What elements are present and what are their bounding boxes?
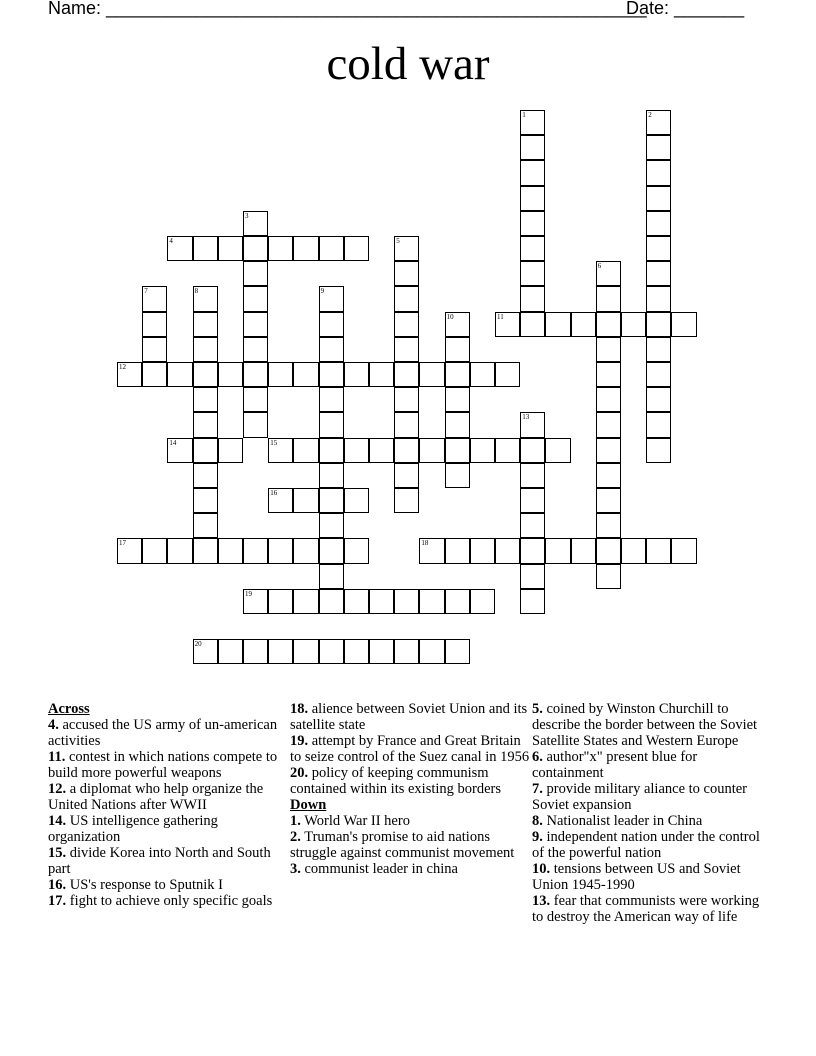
crossword-cell[interactable] (445, 362, 470, 387)
clue-number: 15 (270, 438, 278, 447)
crossword-cell[interactable] (646, 160, 671, 185)
crossword-cell[interactable] (419, 362, 444, 387)
clue-item (48, 893, 278, 909)
crossword-cell[interactable] (293, 236, 318, 261)
crossword-cell[interactable] (596, 488, 621, 513)
crossword-cell[interactable] (394, 412, 419, 437)
crossword-cell[interactable] (646, 538, 671, 563)
crossword-cell[interactable] (419, 538, 444, 563)
crossword-cell[interactable] (268, 362, 293, 387)
clue-item-number: 3. (290, 861, 301, 877)
crossword-cell[interactable] (646, 211, 671, 236)
clue-item-text: contest in which nations compete to build more powerful weapons (48, 749, 278, 781)
clue-item-number: 11. (48, 749, 66, 765)
crossword-cell[interactable] (646, 236, 671, 261)
crossword-cell[interactable] (243, 362, 268, 387)
crossword-cell[interactable] (243, 589, 268, 614)
crossword-cell[interactable] (621, 538, 646, 563)
crossword-cell[interactable] (596, 438, 621, 463)
crossword-cell[interactable] (445, 312, 470, 337)
crossword-cell[interactable] (671, 312, 696, 337)
clue-item-text: fight to achieve only specific goals (66, 893, 273, 909)
clue-number: 18 (421, 539, 429, 548)
crossword-cell[interactable] (344, 589, 369, 614)
clue-item-number: 16. (48, 877, 67, 893)
clues-column-3 (532, 701, 772, 925)
date-field-label[interactable]: Date: _______ (626, 0, 745, 18)
clue-item-text: US intelligence gathering organization (48, 813, 218, 845)
crossword-cell[interactable] (344, 488, 369, 513)
clue-number: 1 (522, 111, 526, 119)
crossword-cell[interactable] (319, 538, 344, 563)
crossword-cell[interactable] (520, 160, 545, 185)
crossword-cell[interactable] (520, 211, 545, 236)
clue-item (48, 781, 278, 813)
crossword-cell[interactable] (596, 261, 621, 286)
clue-number: 6 (597, 262, 602, 271)
across-clue-list-continued (290, 701, 530, 797)
crossword-cell[interactable] (193, 513, 218, 538)
crossword-cell[interactable] (369, 639, 394, 664)
clues-column-2 (290, 701, 530, 877)
crossword-cell[interactable] (344, 639, 369, 664)
crossword-cell[interactable] (344, 438, 369, 463)
crossword-cell[interactable] (167, 538, 192, 563)
clue-item-number: 14. (48, 813, 67, 829)
crossword-cell[interactable] (117, 538, 142, 563)
clue-number: 5 (396, 237, 400, 245)
clue-item-text: coined by Winston Churchill to describe the border between the Soviet Satellite States and Western Europe (532, 701, 758, 749)
crossword-cell[interactable] (520, 589, 545, 614)
crossword-cell[interactable] (596, 312, 621, 337)
crossword-cell[interactable] (293, 639, 318, 664)
crossword-cell[interactable] (646, 286, 671, 311)
crossword-cell[interactable] (319, 286, 344, 311)
clue-item (532, 781, 772, 813)
down-clue-list (290, 813, 530, 877)
crossword-cell[interactable] (193, 412, 218, 437)
clue-item-number: 4. (48, 717, 59, 733)
crossword-cell[interactable] (218, 639, 243, 664)
clue-number: 4 (169, 237, 173, 245)
crossword-cell[interactable] (319, 337, 344, 362)
crossword-cell[interactable] (193, 362, 218, 387)
crossword-cell[interactable] (344, 362, 369, 387)
crossword-cell[interactable] (243, 261, 268, 286)
crossword-cell[interactable] (646, 312, 671, 337)
crossword-cell[interactable] (319, 236, 344, 261)
crossword-cell[interactable] (167, 438, 192, 463)
crossword-cell[interactable] (571, 312, 596, 337)
crossword-cell[interactable] (319, 438, 344, 463)
crossword-cell[interactable] (218, 438, 243, 463)
clue-item-text: World War II hero (300, 813, 410, 829)
clue-number: 10 (446, 312, 454, 321)
crossword-cell[interactable] (344, 236, 369, 261)
crossword-cell[interactable] (520, 312, 545, 337)
crossword-cell[interactable] (520, 286, 545, 311)
clue-item (532, 749, 772, 781)
crossword-cell[interactable] (445, 412, 470, 437)
clue-number: 9 (320, 287, 325, 296)
crossword-cell[interactable] (243, 639, 268, 664)
crossword-cell[interactable] (445, 589, 470, 614)
crossword-cell[interactable] (646, 337, 671, 362)
crossword-cell[interactable] (394, 312, 419, 337)
clue-item-text: US's response to Sputnik I (66, 877, 224, 893)
clue-item-number: 2. (290, 829, 301, 845)
clue-number: 16 (270, 489, 278, 497)
crossword-cell[interactable] (671, 538, 696, 563)
name-field-label[interactable]: Name: ______________________________________________________ (48, 0, 647, 18)
clue-number: 11 (497, 312, 504, 321)
clue-item-number: 12. (48, 781, 67, 797)
crossword-cell[interactable] (268, 488, 293, 513)
clue-item-number: 7. (532, 781, 543, 797)
crossword-cell[interactable] (545, 312, 570, 337)
crossword-cell[interactable] (193, 438, 218, 463)
clue-item-number: 18. (290, 701, 309, 717)
crossword-cell[interactable] (495, 438, 520, 463)
crossword-cell[interactable] (520, 261, 545, 286)
crossword-cell[interactable] (596, 362, 621, 387)
clue-number: 17 (119, 539, 126, 548)
clue-item-text: author"x" present blue for containment (532, 749, 698, 781)
crossword-cell[interactable] (520, 513, 545, 538)
clue-item-text: attempt by France and Great Britain to seize control of the Suez canal in 1956 (290, 733, 530, 765)
clue-item-text: alience between Soviet Union and its satellite state (290, 701, 528, 733)
crossword-cell[interactable] (646, 412, 671, 437)
clues-column-1 (48, 701, 278, 909)
crossword-cell[interactable] (268, 639, 293, 664)
crossword-cell[interactable] (369, 438, 394, 463)
crossword-cell[interactable] (218, 538, 243, 563)
crossword-cell[interactable] (621, 312, 646, 337)
crossword-cell[interactable] (293, 438, 318, 463)
clue-item-number: 1. (290, 813, 301, 829)
clue-item-number: 6. (532, 749, 543, 765)
crossword-cell[interactable] (319, 513, 344, 538)
crossword-cell[interactable] (495, 312, 520, 337)
crossword-cell[interactable] (394, 639, 419, 664)
crossword-cell[interactable] (167, 236, 192, 261)
clue-item (48, 717, 278, 749)
crossword-cell[interactable] (193, 488, 218, 513)
crossword-cell[interactable] (419, 589, 444, 614)
clue-number: 19 (245, 589, 252, 598)
crossword-cell[interactable] (243, 538, 268, 563)
clue-item (290, 861, 530, 877)
crossword-cell[interactable] (495, 362, 520, 387)
crossword-cell[interactable] (520, 110, 545, 135)
clue-item-number: 17. (48, 893, 67, 909)
crossword-cell[interactable] (445, 387, 470, 412)
crossword-cell[interactable] (394, 362, 419, 387)
crossword-cell[interactable] (369, 589, 394, 614)
clue-item-number: 19. (290, 733, 309, 749)
clue-item-number: 13. (532, 893, 551, 909)
crossword-cell[interactable] (520, 463, 545, 488)
crossword-cell[interactable] (646, 362, 671, 387)
crossword-cell[interactable] (520, 236, 545, 261)
crossword-cell[interactable] (520, 564, 545, 589)
across-clue-list (48, 717, 278, 909)
crossword-cell[interactable] (520, 438, 545, 463)
clue-number: 20 (194, 640, 202, 649)
crossword-cell[interactable] (596, 387, 621, 412)
across-heading: Across (48, 701, 90, 717)
crossword-cell[interactable] (394, 236, 419, 261)
clue-item (290, 829, 530, 861)
crossword-cell[interactable] (142, 337, 167, 362)
crossword-cell[interactable] (344, 538, 369, 563)
clue-item-text: fear that communists were working to destroy the American way of life (532, 893, 760, 925)
crossword-cell[interactable] (268, 589, 293, 614)
clue-item-text: Nationalist leader in China (542, 813, 703, 829)
clue-item-text: accused the US army of un-american activities (48, 717, 278, 749)
crossword-cell[interactable] (596, 463, 621, 488)
crossword-cell[interactable] (646, 261, 671, 286)
crossword-cell[interactable] (596, 513, 621, 538)
down-heading: Down (290, 797, 327, 813)
crossword-cell[interactable] (596, 564, 621, 589)
clue-item-number: 9. (532, 829, 543, 845)
crossword-cell[interactable] (545, 438, 570, 463)
clue-item (532, 701, 772, 749)
crossword-cell[interactable] (293, 589, 318, 614)
crossword-cell[interactable] (218, 362, 243, 387)
crossword-cell[interactable] (646, 387, 671, 412)
crossword-cell[interactable] (193, 387, 218, 412)
clue-item (48, 813, 278, 845)
crossword-cell[interactable] (193, 236, 218, 261)
clue-item-number: 20. (290, 765, 309, 781)
crossword-cell[interactable] (243, 286, 268, 311)
crossword-cell[interactable] (243, 337, 268, 362)
clue-item (532, 893, 772, 925)
crossword-cell[interactable] (319, 463, 344, 488)
clue-item (290, 813, 530, 829)
clue-item-text: provide military aliance to counter Soviet expansion (532, 781, 748, 813)
crossword-cell[interactable] (369, 362, 394, 387)
clue-item (532, 861, 772, 893)
clue-number: 8 (194, 287, 199, 296)
crossword-cell[interactable] (596, 337, 621, 362)
crossword-cell[interactable] (445, 639, 470, 664)
crossword-cell[interactable] (419, 438, 444, 463)
crossword-cell[interactable] (167, 362, 192, 387)
clue-item (290, 765, 530, 797)
crossword-cell[interactable] (445, 337, 470, 362)
crossword-cell[interactable] (218, 236, 243, 261)
crossword-cell[interactable] (545, 538, 570, 563)
crossword-cell[interactable] (117, 362, 142, 387)
clue-item-text: divide Korea into North and South part (48, 845, 271, 877)
crossword-cell[interactable] (193, 639, 218, 664)
clue-item (48, 749, 278, 781)
crossword-cell[interactable] (142, 538, 167, 563)
crossword-cell[interactable] (268, 538, 293, 563)
clue-item-text: Truman's promise to aid nations struggle against communist movement (290, 829, 515, 861)
clue-item-text: communist leader in china (300, 861, 458, 877)
crossword-cell[interactable] (193, 463, 218, 488)
crossword-cell[interactable] (520, 488, 545, 513)
crossword-cell[interactable] (596, 286, 621, 311)
crossword-cell[interactable] (193, 286, 218, 311)
crossword-cell[interactable] (646, 186, 671, 211)
crossword-cell[interactable] (243, 312, 268, 337)
crossword-cell[interactable] (319, 312, 344, 337)
crossword-cell[interactable] (646, 438, 671, 463)
crossword-cell[interactable] (142, 312, 167, 337)
clue-number: 14 (169, 438, 177, 447)
crossword-cell[interactable] (193, 312, 218, 337)
crossword-cell[interactable] (319, 564, 344, 589)
clue-item (48, 845, 278, 877)
crossword-cell[interactable] (520, 135, 545, 160)
crossword-cell[interactable] (319, 387, 344, 412)
crossword-cell[interactable] (394, 463, 419, 488)
crossword-cell[interactable] (419, 639, 444, 664)
clue-item (290, 701, 530, 733)
crossword-cell[interactable] (571, 538, 596, 563)
crossword-cell[interactable] (319, 639, 344, 664)
crossword-cell[interactable] (268, 236, 293, 261)
crossword-cell[interactable] (394, 337, 419, 362)
crossword-cell[interactable] (243, 236, 268, 261)
clue-item-text: a diplomat who help organize the United Nations after WWII (48, 781, 264, 813)
crossword-cell[interactable] (445, 438, 470, 463)
clue-item-number: 5. (532, 701, 543, 717)
down-clue-list-continued (532, 701, 772, 925)
crossword-cell[interactable] (520, 538, 545, 563)
puzzle-title: cold war (326, 38, 490, 90)
clue-item-text: policy of keeping communism contained within its existing borders (290, 765, 502, 797)
crossword-cell[interactable] (445, 463, 470, 488)
crossword-cell[interactable] (319, 362, 344, 387)
clue-item-number: 8. (532, 813, 543, 829)
crossword-cell[interactable] (470, 438, 495, 463)
crossword-cell[interactable] (470, 362, 495, 387)
clue-item (48, 877, 278, 893)
crossword-cell[interactable] (193, 337, 218, 362)
crossword-cell[interactable] (445, 538, 470, 563)
crossword-cell[interactable] (142, 362, 167, 387)
crossword-cell[interactable] (319, 412, 344, 437)
clue-number: 2 (648, 111, 652, 119)
crossword-cell[interactable] (520, 186, 545, 211)
crossword-cell[interactable] (394, 387, 419, 412)
crossword-cell[interactable] (319, 589, 344, 614)
clue-number: 3 (245, 211, 249, 220)
clue-number: 12 (119, 363, 126, 371)
crossword-cell[interactable] (596, 538, 621, 563)
crossword-cell[interactable] (243, 387, 268, 412)
crossword-cell[interactable] (520, 412, 545, 437)
clue-item (532, 829, 772, 861)
clue-number: 13 (522, 413, 530, 422)
crossword-cell[interactable] (193, 538, 218, 563)
crossword-cell[interactable] (646, 110, 671, 135)
crossword-cell[interactable] (394, 286, 419, 311)
crossword-cell[interactable] (293, 362, 318, 387)
crossword-cell[interactable] (293, 488, 318, 513)
crossword-cell[interactable] (495, 538, 520, 563)
crossword-cell[interactable] (596, 412, 621, 437)
clue-item-text: tensions between US and Soviet Union 1945-1990 (532, 861, 741, 893)
clue-item-number: 10. (532, 861, 551, 877)
crossword-cell[interactable] (293, 538, 318, 563)
crossword-cell[interactable] (394, 261, 419, 286)
crossword-cell[interactable] (243, 211, 268, 236)
crossword-cell[interactable] (646, 135, 671, 160)
crossword-cell[interactable] (394, 488, 419, 513)
crossword-cell[interactable] (470, 589, 495, 614)
crossword-cell[interactable] (394, 589, 419, 614)
crossword-cell[interactable] (470, 538, 495, 563)
clue-item (532, 813, 772, 829)
clue-number: 7 (144, 287, 148, 296)
clue-item (290, 733, 530, 765)
crossword-cell[interactable] (394, 438, 419, 463)
crossword-cell[interactable] (268, 438, 293, 463)
crossword-cell[interactable] (319, 488, 344, 513)
clue-item-number: 15. (48, 845, 67, 861)
crossword-cell[interactable] (142, 286, 167, 311)
clue-item-text: independent nation under the control of the powerful nation (532, 829, 760, 861)
crossword-cell[interactable] (243, 412, 268, 437)
